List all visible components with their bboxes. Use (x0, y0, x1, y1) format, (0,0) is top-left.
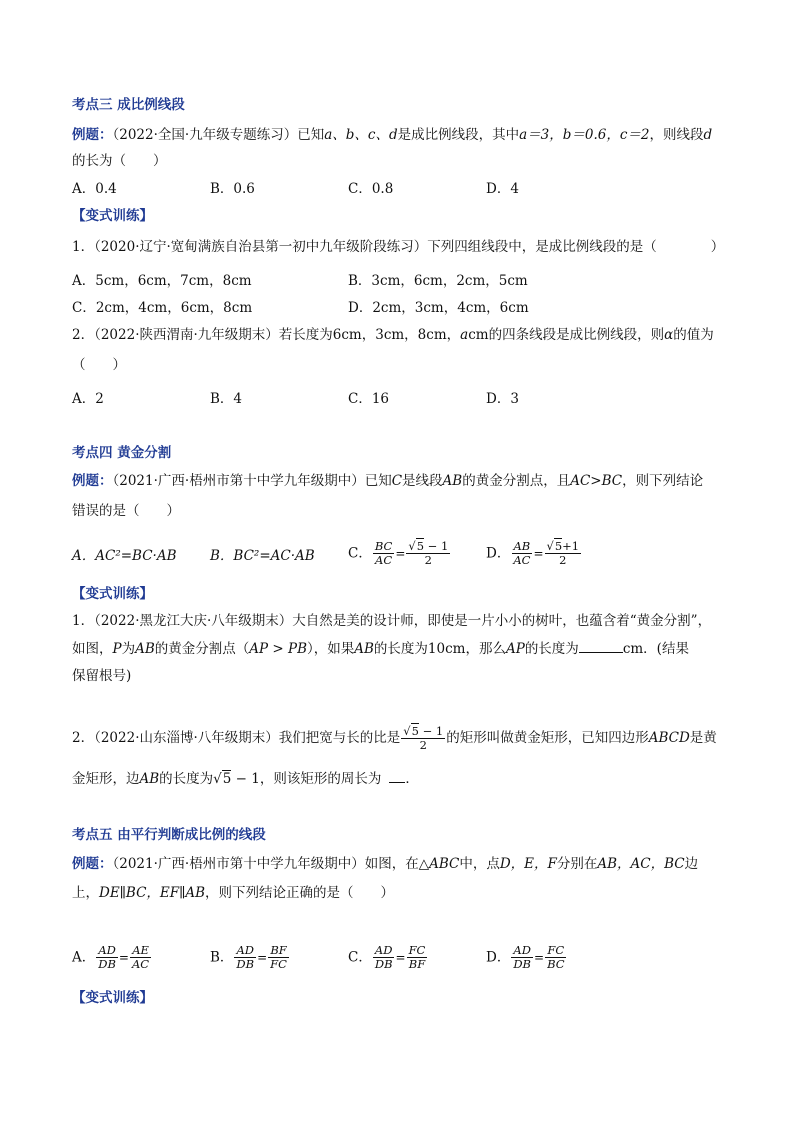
stem-text: 2．（2022·山东淄博·八年级期末）我们把宽与长的比是 (72, 730, 401, 746)
equals-sign: = (534, 950, 545, 965)
variant-label-kaodian4: 【变式训练】 (72, 586, 153, 602)
example-text: 中，点 (459, 856, 500, 872)
numerator: AB (513, 539, 531, 553)
kaodian3-q2-stem (72, 326, 714, 344)
example-sides: AB，AC，BC (597, 856, 685, 872)
numerator: AD (513, 943, 531, 957)
option-d: D．3 (486, 391, 519, 407)
radicand: 5 (416, 539, 425, 553)
sqrt-icon: √ (546, 539, 554, 553)
stem-text: ，则该矩形的周长为 (259, 771, 382, 787)
equals-sign: = (395, 546, 406, 561)
example-text: ，则下列结论正确的是（ ） (205, 885, 395, 901)
kaodian4-q1-line3: 保留根号) (72, 668, 132, 684)
example-kaodian3-line2: 的长为（ ） (72, 153, 167, 169)
option-a: A．2 (72, 391, 104, 407)
denominator: AC (131, 957, 150, 971)
example-var: AB (442, 473, 463, 489)
numerator: FC (408, 943, 426, 957)
denominator: DB (98, 957, 116, 971)
fraction (511, 540, 532, 567)
option-b: B．4 (210, 391, 243, 407)
denominator: 2 (559, 553, 567, 567)
kaodian4-q2-line1 (72, 722, 717, 754)
stem-var-alpha: α (664, 327, 674, 343)
kaodian4-q2-line2 (72, 770, 419, 788)
example-label: 例题： (72, 856, 113, 872)
kaodian4-q1-line2 (72, 640, 689, 658)
denominator: FC (270, 957, 287, 971)
stem-var: AB (135, 641, 155, 657)
option-c (348, 944, 428, 971)
option-d (486, 540, 582, 567)
option-c: C．16 (348, 391, 390, 407)
example-kaodian4-line2: 错误的是（ ） (72, 503, 180, 519)
stem-text: 的长度为 (524, 641, 579, 657)
example-kaodian4-line1 (72, 472, 703, 490)
kaodian4-q1-line1: 1．（2022·黑龙江大庆·八年级期末）大自然是美的设计师，即使是一片小小的树叶，也蕴含着“黄金分割”， (72, 613, 712, 629)
example-triangle: △ABC (418, 856, 460, 872)
denominator: AC (513, 553, 531, 567)
numerator: AD (98, 943, 116, 957)
example-label: 例题： (72, 127, 113, 143)
section-title-kaodian4: 考点四 黄金分割 (72, 445, 172, 461)
denominator: DB (374, 957, 393, 971)
stem-text: 为 (121, 641, 136, 657)
denominator: BF (408, 957, 426, 971)
stem-text: ），如果 (307, 641, 355, 657)
stem-condition: AP > PB (249, 641, 307, 657)
kaodian3-q1-stem: 1．（2020·辽宁·宽甸满族自治县第一初中九年级阶段练习）下列四组线段中，是成比例线段的是（ ） (72, 239, 725, 255)
example-text: 的黄金分割点，且 (462, 473, 571, 489)
denominator: 2 (424, 553, 432, 567)
stem-text: cm．(结果 (622, 641, 689, 657)
numerator: FC (547, 943, 565, 957)
stem-text: 的长度为10cm，那么 (373, 641, 506, 657)
stem-text: 的黄金分割点（ (154, 641, 250, 657)
numerator: BF (270, 943, 287, 957)
fraction (545, 944, 566, 971)
stem-text: ． (405, 771, 419, 787)
stem-var: ABCD (648, 730, 690, 746)
numerator: AD (374, 943, 393, 957)
stem-var: AP (505, 641, 525, 657)
example-points: D，E，F (499, 856, 557, 872)
denominator: 2 (419, 738, 427, 752)
option-a (72, 944, 152, 971)
example-text: 是成比例线段，其中 (397, 127, 520, 143)
option-b (210, 944, 290, 971)
numerator: AD (236, 943, 255, 957)
section-title-kaodian5: 考点五 由平行判断成比例的线段 (72, 827, 266, 843)
denominator: BC (547, 957, 565, 971)
stem-text: 的矩形叫做黄金矩形，已知四边形 (446, 730, 649, 746)
stem-var: AB (354, 641, 374, 657)
option-label: C． (348, 949, 372, 966)
numerator: BC (374, 539, 393, 553)
option-c: C．0.8 (348, 181, 394, 197)
fraction (373, 540, 394, 567)
example-label: 例题： (72, 473, 113, 489)
answer-blank[interactable] (579, 652, 623, 653)
option-d: D．4 (486, 181, 519, 197)
option-label: D． (486, 949, 511, 966)
fraction (96, 944, 118, 971)
sqrt-icon: √ (408, 539, 416, 553)
variant-label-kaodian3: 【变式训练】 (72, 208, 153, 224)
numerator-tail: − 1 (418, 724, 444, 738)
stem-text: 的值为 (673, 327, 714, 343)
radicand: 5 (222, 771, 232, 787)
variant-label-kaodian5: 【变式训练】 (72, 990, 153, 1006)
example-var: C (391, 473, 403, 489)
example-text: （2021·广西·梧州市第十中学九年级期中）已知 (112, 473, 392, 489)
fraction (268, 944, 289, 971)
example-values: a＝3，b＝0.6，c＝2 (519, 127, 650, 143)
option-d: D．2cm，3cm，4cm，6cm (348, 300, 529, 316)
fraction (234, 944, 256, 971)
sqrt-icon: √ (403, 724, 411, 738)
equals-sign: = (533, 546, 544, 561)
example-text: 分别在 (556, 856, 598, 872)
example-text: ，则下列结论 (622, 473, 704, 489)
equals-sign: = (395, 950, 406, 965)
option-a: A．AC²=BC·AB (72, 548, 177, 564)
fraction (406, 540, 450, 567)
example-text: （2022·全国·九年级专题练习）已知 (112, 127, 325, 143)
example-text: （2021·广西·梧州市第十中学九年级期中）如图，在 (112, 856, 419, 872)
answer-blank[interactable] (389, 782, 405, 783)
fraction (511, 944, 533, 971)
radicand: 5 (411, 724, 419, 738)
equals-sign: = (257, 950, 268, 965)
option-label: D． (486, 545, 511, 562)
fraction (545, 540, 582, 567)
option-c (348, 540, 451, 567)
option-label: B． (210, 949, 234, 966)
numerator-tail: − 1 (424, 539, 449, 553)
example-text: 边 (684, 856, 699, 872)
example-kaodian5-line1 (72, 855, 698, 873)
denominator: DB (236, 957, 255, 971)
fraction (407, 944, 428, 971)
stem-text: cm的四条线段是成比例线段，则 (468, 327, 665, 343)
example-parallel: DE∥BC，EF∥AB (99, 885, 206, 901)
option-b: B．BC²=AC·AB (210, 548, 315, 564)
radicand: 5 (554, 539, 563, 553)
stem-var: P (112, 641, 122, 657)
denominator: DB (513, 957, 531, 971)
fraction (130, 944, 151, 971)
stem-var: AB (139, 771, 160, 787)
example-kaodian3-line1 (72, 126, 712, 144)
option-label: A． (72, 949, 96, 966)
stem-tail: − 1 (231, 771, 260, 787)
option-label: C． (348, 545, 372, 562)
kaodian3-q2-stem-line2: （ ） (72, 357, 126, 373)
example-text: 是线段 (402, 473, 443, 489)
option-c: C．2cm，4cm，6cm，8cm (72, 300, 253, 316)
example-kaodian5-line2 (72, 884, 394, 902)
example-vars: a、b、c、d (324, 127, 398, 143)
denominator: AC (375, 553, 393, 567)
stem-text: 金矩形，边 (72, 771, 140, 787)
option-a: A．5cm，6cm，7cm，8cm (72, 273, 252, 289)
example-condition: AC>BC (570, 473, 623, 489)
example-var-d: d (703, 127, 713, 143)
equals-sign: = (118, 950, 129, 965)
section-title-kaodian3: 考点三 成比例线段 (72, 97, 185, 113)
option-b: B．0.6 (210, 181, 255, 197)
example-text: 上， (72, 885, 99, 901)
stem-var-a: a (460, 327, 469, 343)
stem-text: 2．（2022·陕西渭南·九年级期末）若长度为6cm，3cm，8cm， (72, 327, 461, 343)
option-b: B．3cm，6cm，2cm，5cm (348, 273, 528, 289)
stem-text: 的长度为 (159, 771, 214, 787)
option-a: A．0.4 (72, 181, 117, 197)
stem-text: 如图， (72, 641, 113, 657)
sqrt-icon: √ (213, 771, 222, 787)
example-text: ，则线段 (649, 127, 704, 143)
option-d (486, 944, 568, 971)
fraction (401, 725, 445, 752)
numerator-tail: +1 (562, 539, 580, 553)
numerator: AE (132, 943, 149, 957)
stem-text: 是黄 (689, 730, 717, 746)
fraction (373, 944, 395, 971)
